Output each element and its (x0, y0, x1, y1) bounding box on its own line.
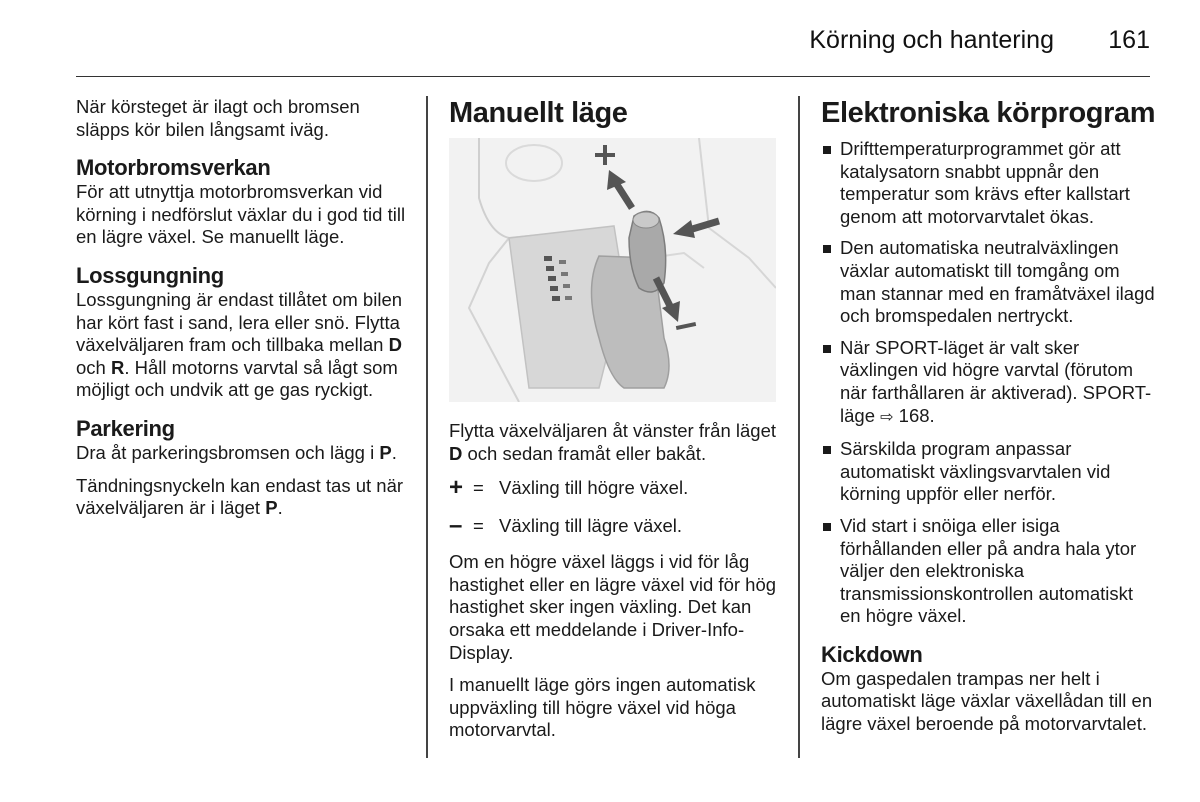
manual-mode-paragraph: I manuellt läge görs ingen automatisk uppväxling till högre växel vid höga motorvarvtal. (449, 674, 756, 741)
list-item: Särskilda program anpassar automatiskt växlingsvarvtalen vid körning uppför eller nerför. (821, 438, 1156, 506)
page-reference-arrow-icon[interactable]: ⇨ (880, 408, 894, 426)
gear-p: P (379, 441, 392, 463)
minus-icon: – (449, 512, 463, 540)
list-item: Drifttemperaturprogrammet gör att katalysatorn snabbt uppnår den temperatur som krävs efter kallstart genom att motorvarvtalet ökas. (821, 138, 1156, 228)
parking-text: Dra åt parkeringsbromsen och lägg i P. (76, 441, 397, 463)
column-left (76, 96, 406, 530)
legend-row-plus (449, 475, 779, 501)
section-heading-rocking: Lossgungning (76, 262, 224, 288)
gear-selector-illustration (449, 138, 776, 402)
legend-text: Växling till högre växel. (499, 477, 689, 499)
list-item: När SPORT-läget är valt sker växlingen vid högre varvtal (förutom när farthållaren är aktiverad). SPORT-läge ⇨ 168. (821, 337, 1156, 429)
page-number: 161 (1108, 26, 1150, 54)
column-right (821, 96, 1156, 746)
column-middle (449, 96, 779, 752)
kickdown-text: Om gaspedalen trampas ner helt i automatiskt läge växlar växellådan till en lägre växel beroende på motorvarvtalet. (821, 667, 1153, 735)
list-item: Den automatiska neutralväxlingen växlar automatiskt till tomgång om man stannar med en framåtväxel ilagd och bromspedalen nertryckt. (821, 237, 1156, 327)
column-divider (426, 96, 428, 758)
bullet-square-icon (823, 345, 831, 353)
gear-d: D (388, 334, 402, 356)
manual-mode-paragraph: Om en högre växel läggs i vid för låg hastighet eller en lägre växel vid för hög hastighet sker ingen växling. Det kan orsaka ett meddelande i Driver-Info-Display. (449, 551, 777, 663)
bullet-square-icon (823, 146, 831, 154)
legend-row-minus (449, 513, 779, 539)
gear-p: P (265, 497, 278, 519)
section-heading-engine-braking: Motorbromsverkan (76, 155, 271, 181)
equals-sign: = (473, 515, 484, 537)
page-reference[interactable]: 168. (893, 404, 935, 426)
legend-text: Växling till lägre växel. (499, 515, 683, 537)
equals-sign: = (473, 477, 484, 499)
plus-icon: + (449, 474, 464, 502)
move-selector-text: Flytta växelväljaren åt vänster från läget D och sedan framåt eller bakåt. (449, 420, 776, 464)
bullet-square-icon (823, 446, 831, 454)
electronic-programs-list (821, 138, 1156, 628)
section-heading-parking: Parkering (76, 415, 175, 441)
gear-r: R (110, 356, 125, 378)
bullet-square-icon (823, 245, 831, 253)
section-heading-kickdown: Kickdown (821, 641, 923, 667)
chapter-title: Körning och hantering (809, 26, 1054, 54)
intro-paragraph: När körsteget är ilagt och bromsen släpps kör bilen långsamt iväg. (76, 96, 360, 140)
gear-d: D (449, 442, 463, 464)
section-heading-electronic-programs: Elektroniska körprogram (821, 97, 1156, 129)
column-divider (798, 96, 800, 758)
list-item: Vid start i snöiga eller isiga förhållanden eller på andra hala ytor väljer den elektroniska transmissionskontrollen automatiskt en högre växel. (821, 515, 1156, 628)
rocking-text: Lossgungning är endast tillåtet om bilen har kört fast i sand, lera eller snö. Flytta växelväljaren fram och tillbaka mellan D och R. Håll motorns varvtal så lågt som möjligt och undvik att ge gas ryckigt. (76, 288, 403, 401)
bullet-square-icon (823, 523, 831, 531)
page-header (76, 0, 1150, 77)
gear-selector-drawing (449, 138, 776, 402)
engine-braking-text: För att utnyttja motorbromsverkan vid körning i nedförslut växlar du i god tid till en lägre växel. Se manuellt läge. (76, 181, 406, 248)
ignition-key-text: Tändningsnyckeln kan endast tas ut när växelväljaren är i läget P. (76, 474, 404, 519)
section-heading-manual-mode: Manuellt läge (449, 97, 628, 129)
